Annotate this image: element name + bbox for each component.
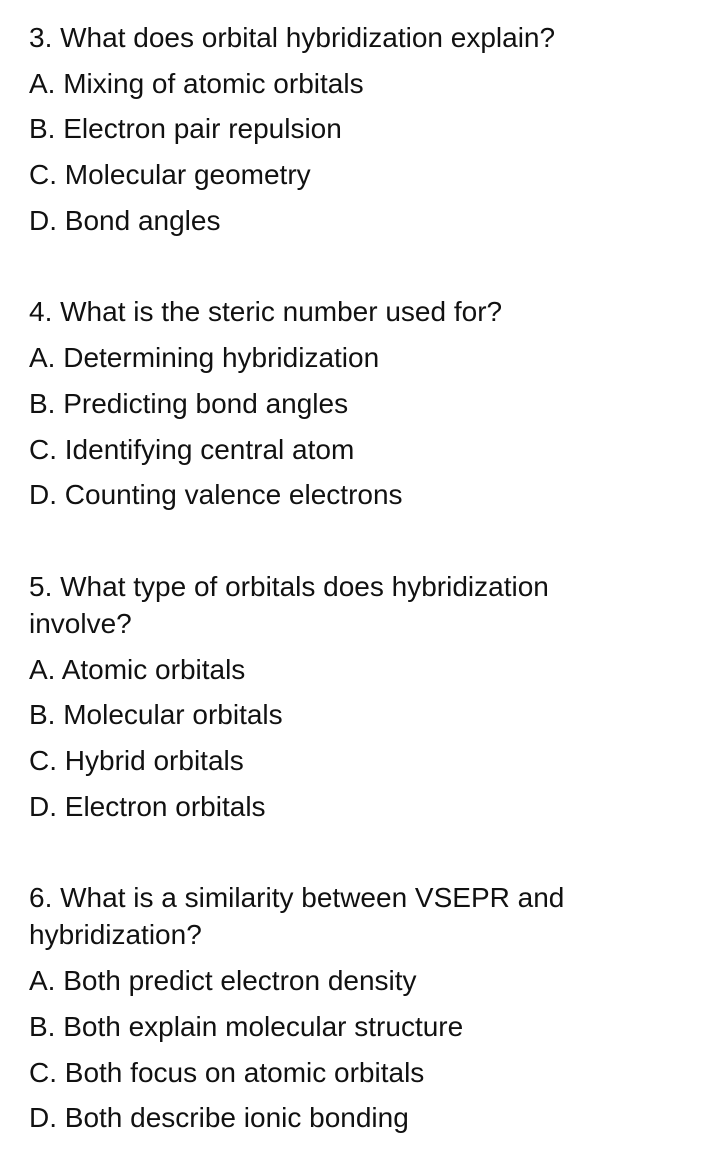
question-5-text-continued: involve? bbox=[29, 608, 132, 639]
question-6-option-a: A. Both predict electron density bbox=[29, 965, 417, 996]
question-4-option-d: D. Counting valence electrons bbox=[29, 479, 403, 510]
question-4-text: 4. What is the steric number used for? bbox=[29, 296, 503, 327]
question-5-option-b: B. Molecular orbitals bbox=[29, 699, 283, 730]
question-3-text: 3. What does orbital hybridization explain? bbox=[29, 22, 556, 53]
question-3-option-a: A. Mixing of atomic orbitals bbox=[29, 68, 364, 99]
question-5-option-c: C. Hybrid orbitals bbox=[29, 745, 244, 776]
question-5-option-a: A. Atomic orbitals bbox=[29, 654, 246, 685]
question-3-option-d: D. Bond angles bbox=[29, 205, 221, 236]
question-6-text-continued: hybridization? bbox=[29, 919, 202, 950]
question-5-option-d: D. Electron orbitals bbox=[29, 791, 266, 822]
question-6-option-c: C. Both focus on atomic orbitals bbox=[29, 1057, 425, 1088]
question-3-option-b: B. Electron pair repulsion bbox=[29, 113, 342, 144]
question-4-option-a: A. Determining hybridization bbox=[29, 342, 380, 373]
question-5-text: 5. What type of orbitals does hybridization bbox=[29, 571, 549, 602]
question-6-option-d: D. Both describe ionic bonding bbox=[29, 1102, 409, 1133]
question-4-option-b: B. Predicting bond angles bbox=[29, 388, 349, 419]
question-4-option-c: C. Identifying central atom bbox=[29, 434, 355, 465]
question-6-option-b: B. Both explain molecular structure bbox=[29, 1011, 464, 1042]
question-6-text: 6. What is a similarity between VSEPR and bbox=[29, 882, 565, 913]
question-3-option-c: C. Molecular geometry bbox=[29, 159, 311, 190]
